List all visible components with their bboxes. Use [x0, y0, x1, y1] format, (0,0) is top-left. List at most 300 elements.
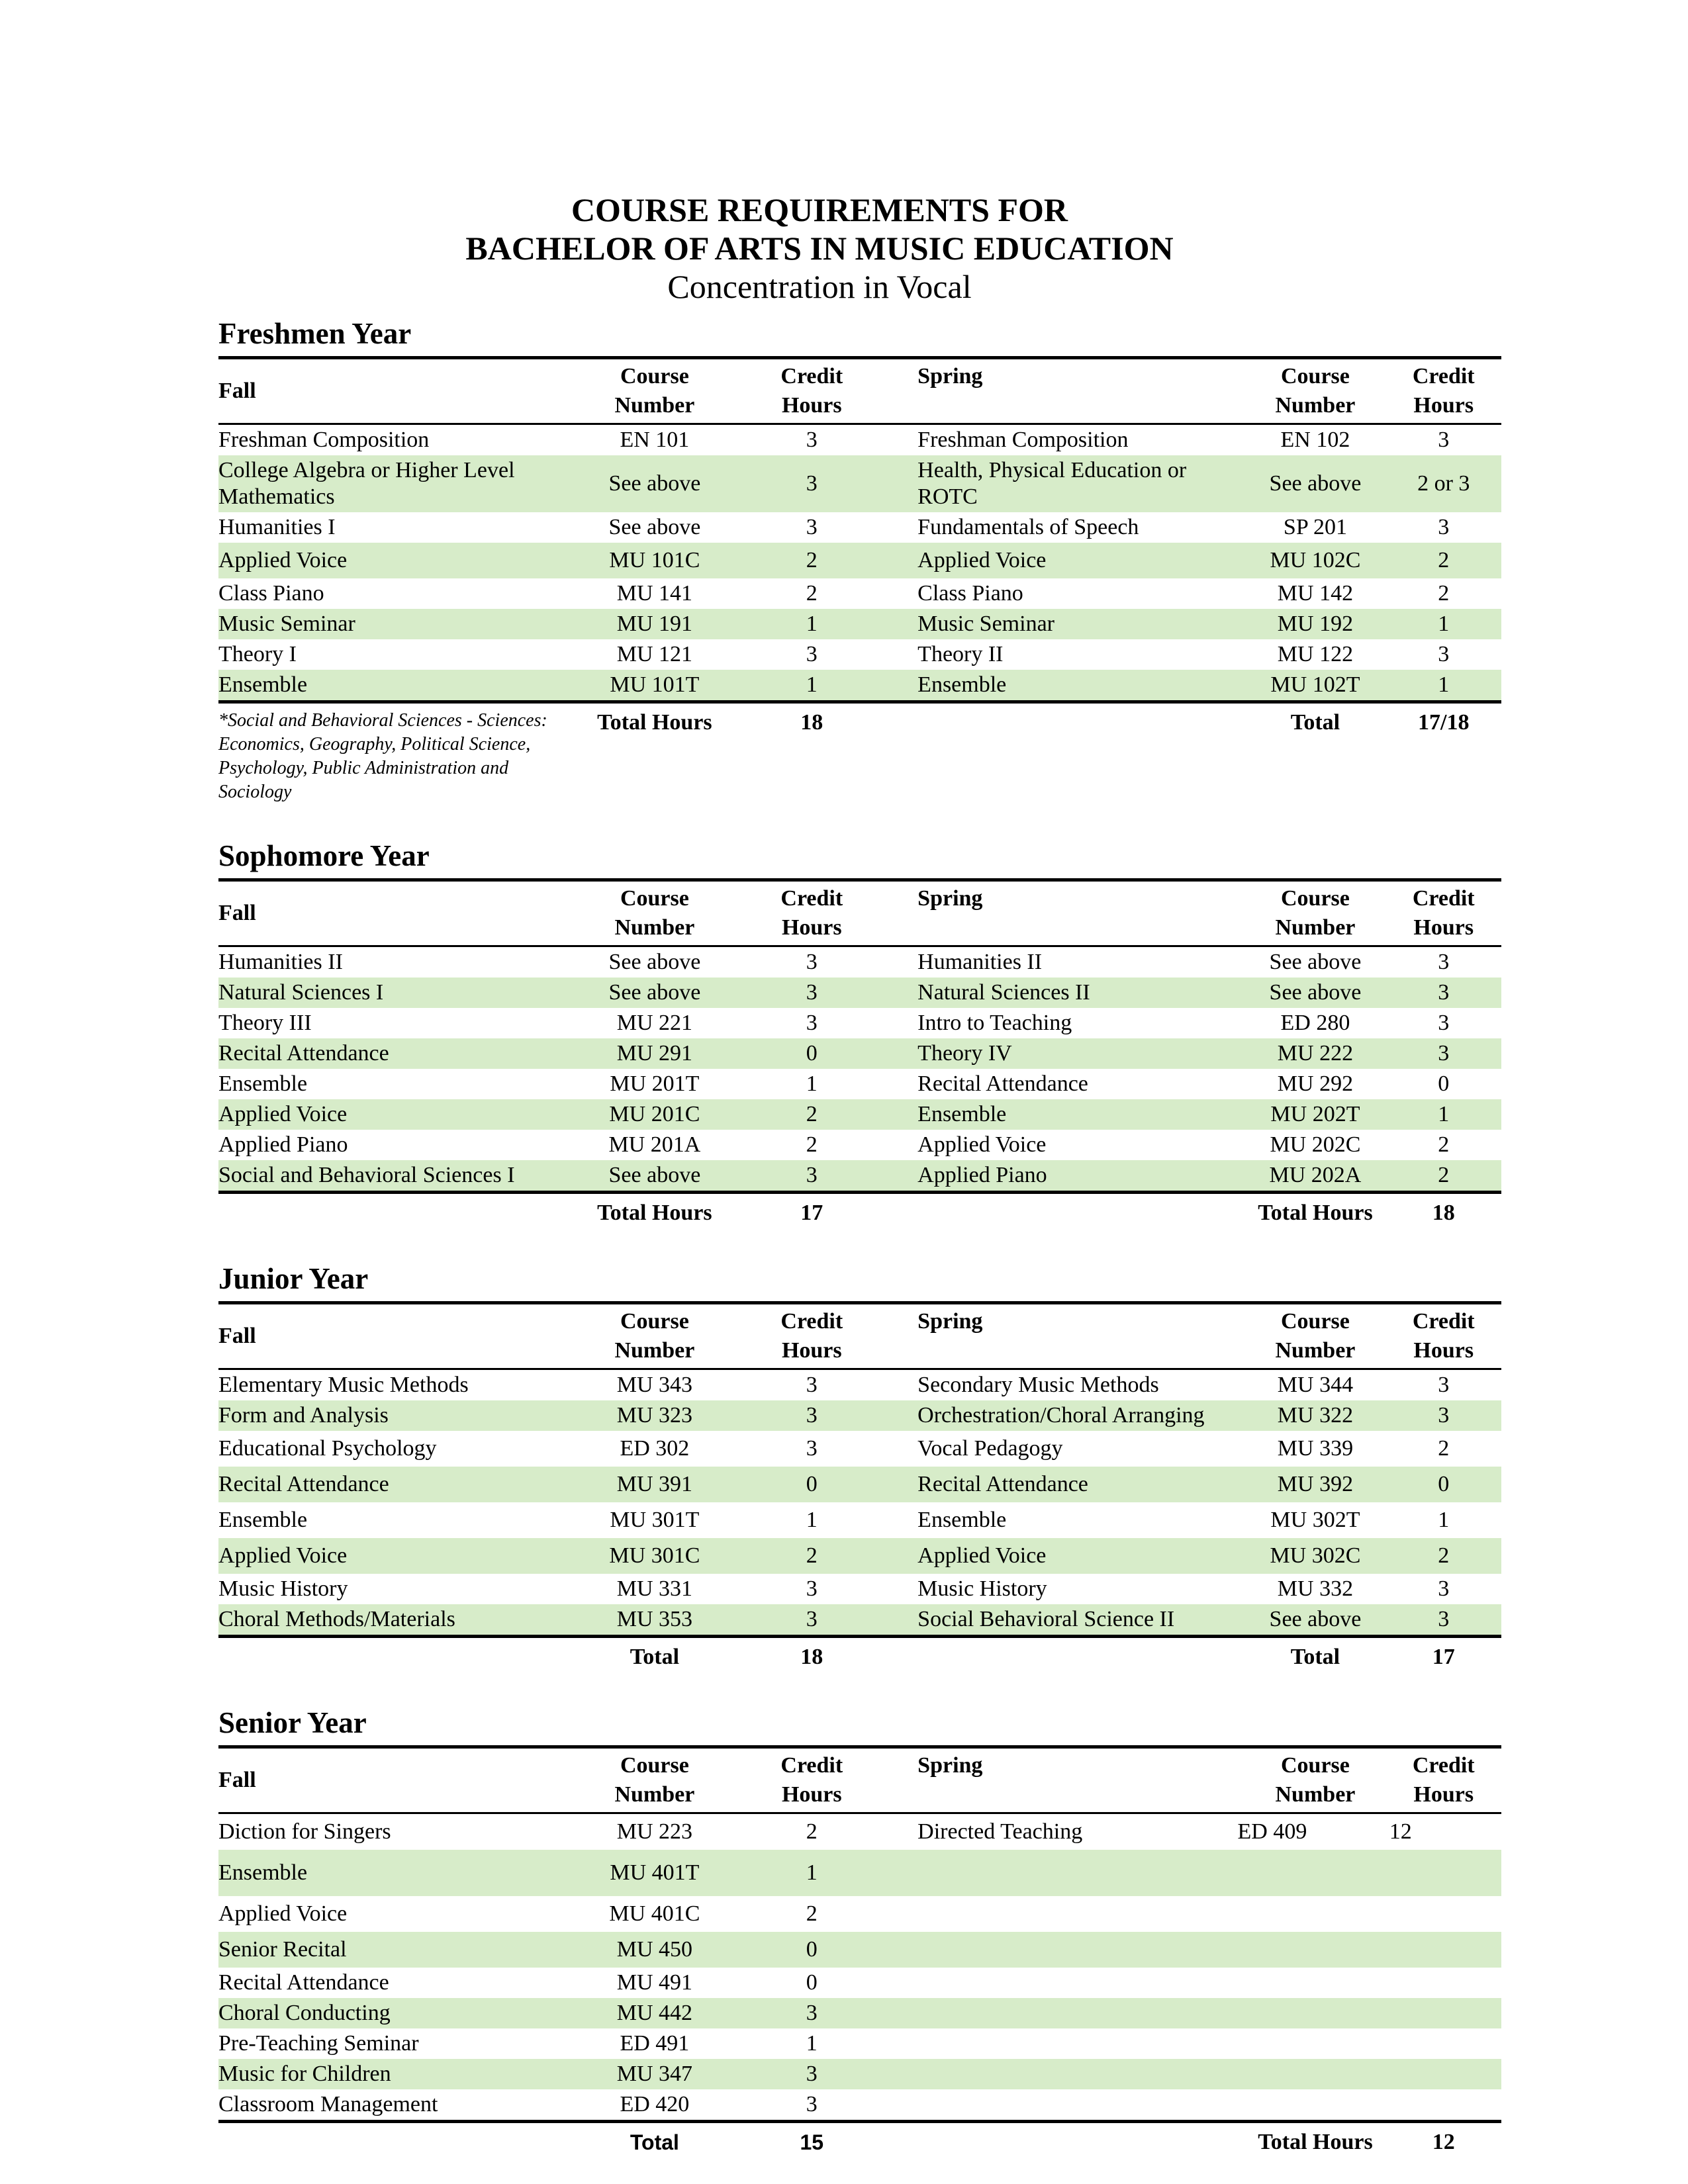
course-row — [218, 1604, 1501, 1635]
fall-course-name: Theory I — [218, 642, 297, 666]
fall-credit-hours-header — [738, 362, 886, 420]
table-rows — [218, 1814, 1501, 2123]
spring-credit-hours: 3 — [1438, 1041, 1450, 1066]
spring-course-number-header — [1244, 1307, 1385, 1365]
fall-course-number: MU 291 — [616, 1041, 693, 1066]
course-row — [218, 1431, 1501, 1467]
spring-credit-hours: 3 — [1438, 980, 1450, 1005]
year-section-senior — [218, 1706, 1501, 2156]
fall-course-number: See above — [608, 1163, 701, 1187]
fall-course-number-header-line2: Number — [614, 1782, 695, 1807]
course-row — [218, 2059, 1501, 2089]
spring-course-name: Theory II — [917, 642, 1004, 666]
fall-course-number: MU 343 — [616, 1373, 693, 1397]
tables-root — [218, 306, 1501, 2156]
spring-course-name: Applied Piano — [917, 1163, 1047, 1187]
course-row — [218, 1574, 1501, 1604]
spring-course-number-header — [1244, 362, 1385, 420]
spring-credit-hours-header — [1386, 1307, 1501, 1365]
table-header — [218, 1304, 1501, 1370]
section-title-junior: Junior Year — [218, 1262, 369, 1295]
spring-credit-hours: 1 — [1438, 612, 1450, 636]
table-footnote — [218, 709, 571, 804]
footnote-line: Psychology, Public Administration and Sociology — [218, 758, 509, 802]
spring-credit-hours: 3 — [1438, 1011, 1450, 1035]
fall-course-name: Recital Attendance — [218, 1041, 389, 1066]
totals-row — [218, 704, 1501, 804]
fall-course-name: Freshman Composition — [218, 428, 430, 452]
fall-course-number: MU 121 — [616, 642, 693, 666]
spring-course-number-header-line1: Course — [1281, 364, 1350, 388]
fall-total-value: 15 — [800, 2130, 824, 2154]
fall-course-name: College Algebra or Higher Level Mathematics — [218, 458, 515, 509]
fall-course-number: MU 141 — [616, 581, 693, 606]
fall-course-number: MU 331 — [616, 1576, 693, 1601]
spring-credit-hours-header-line1: Credit — [1412, 886, 1475, 911]
spring-course-number: MU 344 — [1277, 1373, 1354, 1397]
spring-credit-hours-header-line2: Hours — [1413, 915, 1474, 940]
fall-credit-hours-header-line1: Credit — [780, 886, 843, 911]
fall-course-name: Recital Attendance — [218, 1472, 389, 1496]
spring-total-label: Total — [1290, 1645, 1340, 1669]
fall-credit-hours: 3 — [806, 2062, 818, 2086]
fall-credit-hours: 3 — [806, 1403, 818, 1428]
spring-course-name: Intro to Teaching — [917, 1011, 1072, 1035]
spring-course-name: Music Seminar — [917, 612, 1055, 636]
fall-course-number: See above — [608, 471, 701, 496]
spring-header-label: Spring — [917, 364, 983, 388]
spring-course-number: See above — [1269, 471, 1362, 496]
fall-credit-hours: 2 — [806, 1819, 818, 1844]
fall-credit-hours-header-line2: Hours — [781, 1782, 842, 1807]
fall-credit-hours-header-line1: Credit — [780, 1309, 843, 1334]
spring-credit-hours-header — [1386, 362, 1501, 420]
spring-course-number-header-line2: Number — [1275, 393, 1356, 418]
spring-total-label: Total Hours — [1258, 2130, 1373, 2154]
fall-course-number-header — [571, 1307, 738, 1365]
course-row — [218, 1932, 1501, 1968]
spring-credit-hours: 1 — [1438, 672, 1450, 697]
spring-header-label: Spring — [917, 1753, 983, 1778]
fall-credit-hours: 1 — [806, 1860, 818, 1885]
spring-course-number: MU 302C — [1270, 1543, 1361, 1568]
fall-course-number: EN 101 — [620, 428, 690, 452]
spring-credit-hours: 3 — [1438, 515, 1450, 539]
section-title-sophomore: Sophomore Year — [218, 839, 430, 872]
fall-credit-hours-header — [738, 1307, 886, 1365]
fall-course-number: MU 201A — [608, 1132, 701, 1157]
spring-course-number: ED 409 — [1237, 1819, 1307, 1844]
spring-course-name: Ensemble — [917, 1508, 1007, 1532]
totals-row — [218, 1638, 1501, 1671]
spring-course-number-header-line2: Number — [1275, 1338, 1356, 1363]
fall-credit-hours: 1 — [806, 2031, 818, 2056]
footnote-line: Economics, Geography, Political Science, — [218, 734, 531, 754]
table-rows — [218, 425, 1501, 704]
fall-credit-hours: 3 — [806, 1011, 818, 1035]
spring-header-label: Spring — [917, 886, 983, 911]
fall-credit-hours-header-line1: Credit — [780, 364, 843, 388]
course-row — [218, 1160, 1501, 1191]
fall-header-label: Fall — [218, 1768, 256, 1792]
totals-row — [218, 2123, 1501, 2156]
fall-credit-hours-header-line2: Hours — [781, 393, 842, 418]
fall-course-number: MU 323 — [616, 1403, 693, 1428]
spring-credit-hours: 0 — [1438, 1472, 1450, 1496]
fall-course-number: See above — [608, 980, 701, 1005]
fall-course-number: MU 223 — [616, 1819, 693, 1844]
fall-credit-hours: 2 — [806, 581, 818, 606]
spring-course-name: Humanities II — [917, 950, 1043, 974]
fall-course-name: Humanities II — [218, 950, 343, 974]
fall-credit-hours: 1 — [806, 1508, 818, 1532]
fall-course-name: Classroom Management — [218, 2092, 438, 2116]
spring-course-number: MU 122 — [1277, 642, 1354, 666]
fall-course-number-header — [571, 362, 738, 420]
course-table-junior — [218, 1301, 1501, 1638]
spring-credit-hours-header-line1: Credit — [1412, 1309, 1475, 1334]
fall-course-number: See above — [608, 950, 701, 974]
fall-course-number-header — [571, 1751, 738, 1809]
fall-total-label: Total — [630, 2130, 679, 2154]
fall-course-number: MU 401C — [609, 1901, 700, 1926]
fall-course-number-header-line1: Course — [620, 1753, 689, 1778]
spring-course-number: MU 202C — [1270, 1132, 1361, 1157]
spring-credit-hours: 2 or 3 — [1417, 471, 1470, 496]
course-row — [218, 543, 1501, 578]
fall-course-name: Applied Voice — [218, 548, 348, 572]
fall-course-number: MU 221 — [616, 1011, 693, 1035]
spring-credit-hours: 12 — [1389, 1819, 1412, 1844]
spring-course-number: MU 322 — [1277, 1403, 1354, 1428]
fall-course-name: Music History — [218, 1576, 348, 1601]
fall-course-number-header-line2: Number — [614, 915, 695, 940]
course-row — [218, 1467, 1501, 1502]
fall-credit-hours: 3 — [806, 980, 818, 1005]
spring-credit-hours-header-line1: Credit — [1412, 1753, 1475, 1778]
spring-course-number: MU 202T — [1270, 1102, 1360, 1126]
course-row — [218, 1538, 1501, 1574]
spring-course-name: Fundamentals of Speech — [917, 515, 1139, 539]
fall-credit-hours: 1 — [806, 1071, 818, 1096]
fall-course-name: Applied Voice — [218, 1901, 348, 1926]
fall-course-number: MU 491 — [616, 1970, 693, 1995]
fall-credit-hours: 2 — [806, 1132, 818, 1157]
spring-total-label: Total Hours — [1258, 1201, 1373, 1225]
fall-course-number-header-line2: Number — [614, 393, 695, 418]
spring-course-number: ED 280 — [1280, 1011, 1350, 1035]
spring-course-name: Health, Physical Education or ROTC — [917, 458, 1187, 509]
spring-course-number-header-line2: Number — [1275, 1782, 1356, 1807]
course-row — [218, 947, 1501, 978]
spring-header-label: Spring — [917, 1309, 983, 1334]
course-row — [218, 1502, 1501, 1538]
fall-course-name: Applied Piano — [218, 1132, 348, 1157]
spring-credit-hours: 0 — [1438, 1071, 1450, 1096]
fall-credit-hours: 1 — [806, 612, 818, 636]
course-row — [218, 1099, 1501, 1130]
fall-course-name: Educational Psychology — [218, 1436, 437, 1461]
spring-course-name: Ensemble — [917, 672, 1007, 697]
spring-credit-hours-header-line2: Hours — [1413, 1338, 1474, 1363]
page-title-line1: COURSE REQUIREMENTS FOR — [571, 191, 1068, 228]
spring-course-name: Applied Voice — [917, 1543, 1047, 1568]
fall-credit-hours: 2 — [806, 1543, 818, 1568]
spring-course-name: Orchestration/Choral Arranging — [917, 1403, 1205, 1428]
spring-credit-hours-header — [1386, 1751, 1501, 1809]
spring-course-number: MU 142 — [1277, 581, 1354, 606]
course-row — [218, 639, 1501, 670]
spring-credit-hours: 2 — [1438, 1132, 1450, 1157]
page-title-line3: Concentration in Vocal — [667, 268, 972, 305]
course-row — [218, 978, 1501, 1008]
spring-credit-hours-header — [1386, 884, 1501, 942]
fall-course-number-header-line1: Course — [620, 364, 689, 388]
fall-credit-hours: 0 — [806, 1937, 818, 1962]
course-table-sophomore — [218, 878, 1501, 1194]
fall-credit-hours-header-line1: Credit — [780, 1753, 843, 1778]
spring-credit-hours: 3 — [1438, 1607, 1450, 1631]
footnote-line: *Social and Behavioral Sciences - Sciences: — [218, 710, 547, 731]
fall-course-number: MU 301T — [610, 1508, 700, 1532]
spring-course-name: Secondary Music Methods — [917, 1373, 1159, 1397]
fall-course-number-header-line1: Course — [620, 1309, 689, 1334]
spring-credit-hours-header-line1: Credit — [1412, 364, 1475, 388]
spring-course-number: MU 339 — [1277, 1436, 1354, 1461]
year-section-freshmen — [218, 316, 1501, 804]
spring-course-number-header-line1: Course — [1281, 886, 1350, 911]
spring-course-number: MU 202A — [1269, 1163, 1362, 1187]
table-rows — [218, 947, 1501, 1194]
course-row — [218, 1008, 1501, 1038]
fall-credit-hours: 3 — [806, 2001, 818, 2025]
fall-credit-hours: 3 — [806, 642, 818, 666]
course-row — [218, 2028, 1501, 2059]
fall-course-name: Social and Behavioral Sciences I — [218, 1163, 515, 1187]
course-table-senior — [218, 1745, 1501, 2123]
table-header — [218, 882, 1501, 947]
spring-course-number: MU 292 — [1277, 1071, 1354, 1096]
course-row — [218, 1400, 1501, 1431]
fall-credit-hours-header — [738, 1751, 886, 1809]
spring-credit-hours: 1 — [1438, 1508, 1450, 1532]
spring-course-name: Natural Sciences II — [917, 980, 1090, 1005]
fall-credit-hours-header-line2: Hours — [781, 1338, 842, 1363]
fall-credit-hours-header — [738, 884, 886, 942]
fall-credit-hours: 0 — [806, 1041, 818, 1066]
spring-course-number-header-line2: Number — [1275, 915, 1356, 940]
spring-course-name: Vocal Pedagogy — [917, 1436, 1063, 1461]
year-section-junior — [218, 1261, 1501, 1671]
spring-course-name: Ensemble — [917, 1102, 1007, 1126]
fall-course-number-header — [571, 884, 738, 942]
table-header — [218, 359, 1501, 425]
fall-course-number: MU 347 — [616, 2062, 693, 2086]
fall-credit-hours: 3 — [806, 2092, 818, 2116]
spring-course-number: MU 222 — [1277, 1041, 1354, 1066]
fall-credit-hours: 3 — [806, 515, 818, 539]
spring-course-number: See above — [1269, 980, 1362, 1005]
fall-course-name: Applied Voice — [218, 1543, 348, 1568]
fall-credit-hours: 3 — [806, 1607, 818, 1631]
fall-course-number: MU 442 — [616, 2001, 693, 2025]
spring-credit-hours: 1 — [1438, 1102, 1450, 1126]
spring-credit-hours: 3 — [1438, 950, 1450, 974]
fall-credit-hours: 3 — [806, 1373, 818, 1397]
spring-course-number: MU 332 — [1277, 1576, 1354, 1601]
spring-course-number-header-line1: Course — [1281, 1753, 1350, 1778]
fall-header-label: Fall — [218, 901, 256, 925]
spring-total-value: 17/18 — [1418, 710, 1470, 735]
fall-credit-hours: 1 — [806, 672, 818, 697]
fall-course-number: See above — [608, 515, 701, 539]
course-row — [218, 1130, 1501, 1160]
course-row — [218, 425, 1501, 455]
fall-course-number: MU 450 — [616, 1937, 693, 1962]
spring-credit-hours: 2 — [1438, 581, 1450, 606]
spring-credit-hours-header-line2: Hours — [1413, 1782, 1474, 1807]
fall-course-number: MU 201T — [610, 1071, 700, 1096]
fall-course-name: Recital Attendance — [218, 1970, 389, 1995]
spring-course-name: Recital Attendance — [917, 1071, 1088, 1096]
fall-credit-hours: 3 — [806, 471, 818, 496]
course-row — [218, 1968, 1501, 1998]
spring-credit-hours: 2 — [1438, 548, 1450, 572]
fall-course-number-header-line1: Course — [620, 886, 689, 911]
spring-credit-hours: 2 — [1438, 1163, 1450, 1187]
fall-course-number: MU 101C — [609, 548, 700, 572]
fall-credit-hours: 2 — [806, 548, 818, 572]
spring-course-number: MU 102C — [1270, 548, 1361, 572]
course-row — [218, 1896, 1501, 1932]
spring-course-number: See above — [1269, 950, 1362, 974]
fall-credit-hours-header-line2: Hours — [781, 915, 842, 940]
fall-course-name: Elementary Music Methods — [218, 1373, 469, 1397]
course-row — [218, 1850, 1501, 1896]
fall-course-name: Ensemble — [218, 1071, 308, 1096]
spring-course-name: Music History — [917, 1576, 1047, 1601]
fall-total-value: 18 — [800, 1645, 823, 1669]
spring-credit-hours: 3 — [1438, 428, 1450, 452]
spring-course-number: SP 201 — [1283, 515, 1347, 539]
spring-course-number: See above — [1269, 1607, 1362, 1631]
spring-course-name: Directed Teaching — [917, 1819, 1083, 1844]
fall-course-number: MU 191 — [616, 612, 693, 636]
spring-credit-hours: 2 — [1438, 1543, 1450, 1568]
fall-course-number: ED 491 — [620, 2031, 690, 2056]
year-section-sophomore — [218, 839, 1501, 1227]
fall-course-number-header-line2: Number — [614, 1338, 695, 1363]
spring-credit-hours: 3 — [1438, 1403, 1450, 1428]
spring-credit-hours: 3 — [1438, 642, 1450, 666]
table-header — [218, 1749, 1501, 1814]
page-title — [177, 0, 1462, 306]
fall-credit-hours: 0 — [806, 1472, 818, 1496]
section-title-senior: Senior Year — [218, 1706, 367, 1739]
fall-course-number: MU 101T — [610, 672, 700, 697]
totals-row — [218, 1194, 1501, 1227]
course-table-freshmen — [218, 356, 1501, 704]
spring-course-number: MU 192 — [1277, 612, 1354, 636]
course-row — [218, 609, 1501, 639]
fall-course-name: Ensemble — [218, 1508, 308, 1532]
spring-total-value: 17 — [1432, 1645, 1455, 1669]
course-row — [218, 1814, 1501, 1850]
fall-course-name: Pre-Teaching Seminar — [218, 2031, 419, 2056]
fall-course-name: Music for Children — [218, 2062, 391, 2086]
fall-course-number: MU 391 — [616, 1472, 693, 1496]
fall-course-name: Ensemble — [218, 672, 308, 697]
fall-course-name: Class Piano — [218, 581, 324, 606]
fall-total-label: Total Hours — [597, 710, 712, 735]
course-row — [218, 512, 1501, 543]
spring-course-name: Applied Voice — [917, 548, 1047, 572]
fall-course-name: Senior Recital — [218, 1937, 347, 1962]
course-row — [218, 1998, 1501, 2028]
spring-total-value: 18 — [1432, 1201, 1455, 1225]
page-title-line2: BACHELOR OF ARTS IN MUSIC EDUCATION — [465, 230, 1174, 267]
fall-course-number: MU 201C — [609, 1102, 700, 1126]
spring-credit-hours: 3 — [1438, 1576, 1450, 1601]
fall-credit-hours: 3 — [806, 1436, 818, 1461]
fall-credit-hours: 2 — [806, 1102, 818, 1126]
spring-total-label: Total — [1290, 710, 1340, 735]
spring-course-number-header-line1: Course — [1281, 1309, 1350, 1334]
fall-credit-hours: 3 — [806, 428, 818, 452]
fall-course-name: Theory III — [218, 1011, 312, 1035]
fall-course-number: MU 401T — [610, 1860, 700, 1885]
fall-credit-hours: 0 — [806, 1970, 818, 1995]
fall-credit-hours: 2 — [806, 1901, 818, 1926]
spring-credit-hours-header-line2: Hours — [1413, 393, 1474, 418]
spring-course-name: Applied Voice — [917, 1132, 1047, 1157]
spring-course-name: Class Piano — [917, 581, 1023, 606]
spring-course-number: EN 102 — [1280, 428, 1350, 452]
fall-course-name: Applied Voice — [218, 1102, 348, 1126]
fall-total-label: Total Hours — [597, 1201, 712, 1225]
section-title-freshmen: Freshmen Year — [218, 317, 412, 350]
course-row — [218, 1069, 1501, 1099]
fall-course-name: Humanities I — [218, 515, 336, 539]
course-row — [218, 2089, 1501, 2120]
spring-course-name: Theory IV — [917, 1041, 1012, 1066]
fall-credit-hours: 3 — [806, 950, 818, 974]
course-row — [218, 455, 1501, 512]
spring-course-number-header — [1244, 884, 1385, 942]
fall-course-name: Natural Sciences I — [218, 980, 384, 1005]
course-row — [218, 1038, 1501, 1069]
spring-course-name: Recital Attendance — [917, 1472, 1088, 1496]
fall-credit-hours: 3 — [806, 1576, 818, 1601]
fall-total-value: 18 — [800, 710, 823, 735]
fall-course-name: Music Seminar — [218, 612, 355, 636]
course-row — [218, 1370, 1501, 1400]
table-rows — [218, 1370, 1501, 1638]
spring-course-number: MU 102T — [1270, 672, 1360, 697]
spring-course-number: MU 302T — [1270, 1508, 1360, 1532]
fall-course-name: Diction for Singers — [218, 1819, 391, 1844]
course-row — [218, 578, 1501, 609]
spring-course-name: Freshman Composition — [917, 428, 1129, 452]
spring-course-name: Social Behavioral Science II — [917, 1607, 1175, 1631]
fall-total-value: 17 — [800, 1201, 823, 1225]
fall-course-number: ED 420 — [620, 2092, 690, 2116]
fall-course-name: Ensemble — [218, 1860, 308, 1885]
fall-credit-hours: 3 — [806, 1163, 818, 1187]
fall-course-name: Choral Conducting — [218, 2001, 391, 2025]
fall-course-name: Choral Methods/Materials — [218, 1607, 455, 1631]
spring-total-value: 12 — [1432, 2130, 1455, 2154]
